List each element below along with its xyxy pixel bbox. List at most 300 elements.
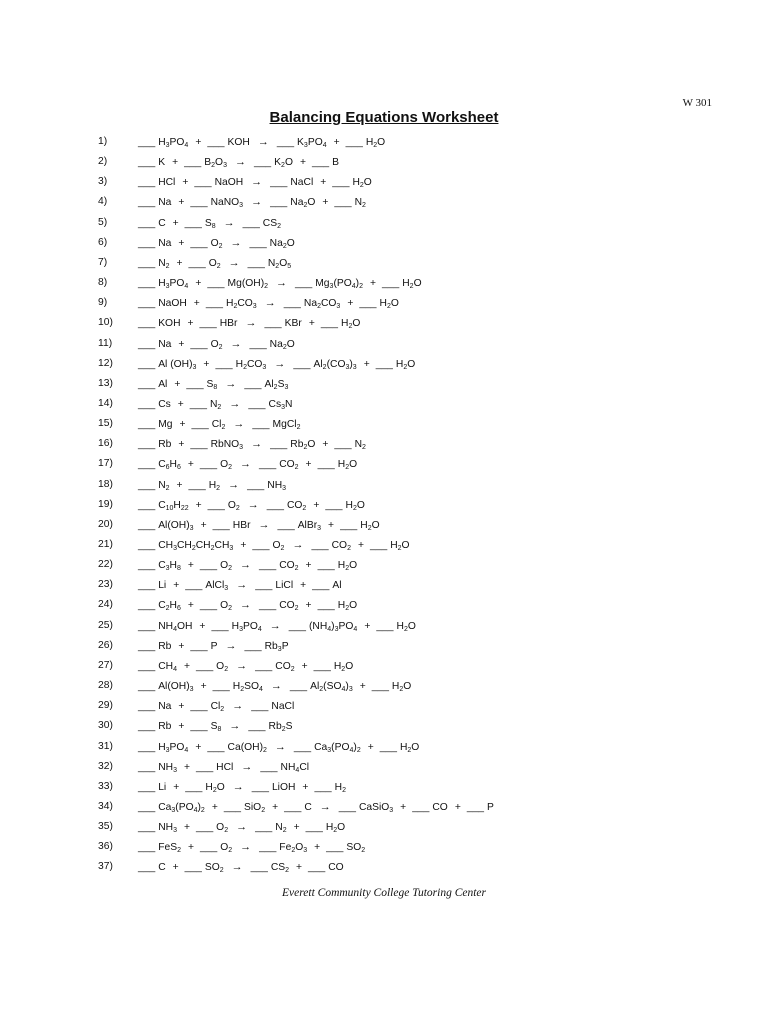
- coefficient-blank: ___: [334, 197, 352, 209]
- reaction-arrow-icon: →: [264, 297, 276, 310]
- chemical-formula: $Al_2(CO_3)_3$: [313, 358, 357, 371]
- plus-sign: +: [203, 358, 210, 370]
- coefficient-blank: ___: [185, 580, 203, 592]
- plus-sign: +: [199, 620, 206, 632]
- plus-sign: +: [302, 781, 309, 793]
- coefficient-blank: ___: [138, 822, 156, 834]
- plus-sign: +: [333, 137, 340, 148]
- plus-sign: +: [363, 358, 370, 370]
- equation-number: 11): [98, 337, 113, 349]
- chemical-formula: $Na_2O$: [290, 197, 316, 210]
- chemical-formula: $N_2$: [209, 398, 222, 411]
- chemical-formula: $H_2O$: [360, 519, 380, 532]
- coefficient-blank: ___: [190, 338, 208, 350]
- equation-number: 34): [98, 800, 113, 812]
- equation-number: 1): [98, 136, 108, 147]
- chemical-formula: FeS$_2$: [158, 842, 181, 855]
- reaction-arrow-icon: →: [232, 780, 244, 793]
- plus-sign: +: [195, 137, 202, 148]
- chemical-formula: NaOH: [158, 298, 187, 310]
- chemical-formula: $Na_2O$: [269, 237, 295, 250]
- plus-sign: +: [357, 540, 364, 551]
- coefficient-blank: ___: [190, 721, 208, 733]
- reaction-arrow-icon: →: [258, 518, 270, 531]
- chemical-formula: KOH: [227, 137, 250, 148]
- chemical-formula: $CO_2$: [286, 499, 307, 512]
- coefficient-blank: ___: [138, 660, 156, 672]
- chemical-formula: $Cs_3N$: [268, 398, 293, 411]
- coefficient-blank: ___: [248, 721, 266, 733]
- reaction-arrow-icon: →: [232, 700, 244, 713]
- coefficient-blank: ___: [184, 217, 202, 229]
- plus-sign: +: [200, 519, 207, 531]
- chemical-formula: LiCl: [275, 580, 294, 592]
- chemical-formula: CaSiO$_3$: [358, 801, 394, 814]
- coefficient-blank: ___: [259, 560, 277, 572]
- coefficient-blank: ___: [207, 137, 225, 148]
- coefficient-blank: ___: [138, 217, 156, 229]
- chemical-formula: HCl: [158, 177, 176, 189]
- coefficient-blank: ___: [249, 338, 267, 350]
- plus-sign: +: [172, 217, 179, 229]
- reaction-arrow-icon: →: [236, 659, 248, 672]
- chemical-formula: SiO$_2$: [244, 801, 266, 814]
- coefficient-blank: ___: [191, 419, 209, 431]
- coefficient-blank: ___: [313, 660, 331, 672]
- coefficient-blank: ___: [184, 157, 202, 169]
- chemical-formula: $NH_3$: [158, 822, 177, 835]
- coefficient-blank: ___: [138, 419, 156, 431]
- plus-sign: +: [178, 701, 185, 713]
- equation-number: 12): [98, 357, 113, 369]
- coefficient-blank: ___: [247, 479, 265, 491]
- coefficient-blank: ___: [266, 499, 284, 511]
- coefficient-blank: ___: [199, 600, 218, 612]
- equation-body: [138, 398, 299, 410]
- chemical-formula: $Cl_2$: [210, 701, 225, 714]
- plus-sign: +: [178, 721, 185, 733]
- chemical-formula: $SO_2$: [346, 842, 366, 855]
- equation-number: 33): [98, 780, 113, 792]
- chemical-formula: $S_8$: [210, 721, 222, 734]
- equation-number: 8): [98, 277, 108, 289]
- equation-body: [138, 297, 406, 309]
- equation-body: [138, 458, 364, 470]
- chemical-formula: $CO_2$: [275, 660, 295, 673]
- coefficient-blank: ___: [260, 761, 278, 773]
- coefficient-blank: ___: [138, 338, 156, 350]
- coefficient-blank: ___: [317, 560, 335, 572]
- chemical-formula: LiOH: [271, 781, 296, 793]
- coefficient-blank: ___: [189, 398, 207, 410]
- coefficient-blank: ___: [138, 761, 156, 773]
- chemical-formula: $O_2$: [220, 842, 233, 855]
- equation-body: [138, 660, 360, 672]
- reaction-arrow-icon: →: [229, 397, 241, 410]
- plus-sign: +: [322, 197, 329, 209]
- chemical-formula: Rb: [158, 640, 172, 652]
- coefficient-blank: ___: [138, 801, 156, 813]
- plus-sign: +: [322, 439, 329, 451]
- coefficient-blank: ___: [284, 801, 302, 813]
- coefficient-blank: ___: [251, 701, 269, 713]
- chemical-formula: $H_2O$: [396, 620, 416, 633]
- coefficient-blank: ___: [207, 741, 225, 753]
- coefficient-blank: ___: [138, 358, 156, 370]
- equation-body: [138, 499, 372, 511]
- chemical-formula: MgCl$_2$: [272, 419, 301, 432]
- plus-sign: +: [187, 842, 194, 854]
- coefficient-blank: ___: [325, 499, 343, 511]
- chemical-formula: $H_2O$: [205, 781, 225, 794]
- coefficient-blank: ___: [212, 519, 230, 531]
- coefficient-blank: ___: [244, 378, 262, 390]
- chemical-formula: $S_8$: [204, 217, 216, 230]
- equation-number: 21): [98, 539, 113, 550]
- chemical-formula: $S_8$: [206, 378, 218, 391]
- equation-body: [138, 781, 353, 793]
- plus-sign: +: [195, 278, 202, 290]
- chemical-formula: $CS_2$: [262, 217, 282, 230]
- equation-body: [138, 378, 295, 390]
- coefficient-blank: ___: [185, 781, 203, 793]
- equation-number: 14): [98, 397, 113, 409]
- equation-number: 24): [98, 599, 113, 611]
- equation-number: 17): [98, 458, 113, 470]
- chemical-formula: $Al(OH)_3$: [158, 681, 194, 694]
- chemical-formula: $H_2O$: [337, 560, 358, 573]
- chemical-formula: Al: [332, 580, 342, 592]
- coefficient-blank: ___: [326, 842, 344, 854]
- chemical-formula: C: [304, 801, 312, 813]
- coefficient-blank: ___: [138, 620, 156, 632]
- reaction-arrow-icon: →: [274, 740, 286, 753]
- equation-body: [138, 741, 426, 753]
- chemical-formula: $C_6H_6$: [158, 459, 181, 472]
- coefficient-blank: ___: [188, 479, 206, 491]
- reaction-arrow-icon: →: [247, 498, 259, 511]
- chemical-formula: $N_2$: [158, 257, 170, 270]
- equation-body: [138, 801, 501, 813]
- coefficient-blank: ___: [332, 177, 350, 189]
- coefficient-blank: ___: [138, 701, 156, 713]
- reaction-arrow-icon: →: [228, 256, 240, 269]
- chemical-formula: $H_2O$: [391, 681, 412, 694]
- equation-number: 37): [98, 861, 113, 873]
- plus-sign: +: [187, 318, 194, 330]
- equation-body: [138, 358, 422, 370]
- chemical-formula: $N_2O_5$: [267, 257, 292, 270]
- plus-sign: +: [211, 801, 218, 813]
- worksheet-code: W 301: [682, 97, 712, 109]
- plus-sign: +: [178, 237, 185, 249]
- equation-number: 7): [98, 256, 108, 268]
- coefficient-blank: ___: [207, 499, 225, 511]
- chemical-formula: $NH_4Cl$: [280, 761, 310, 774]
- coefficient-blank: ___: [375, 358, 393, 370]
- chemical-formula: $H_2O$: [341, 318, 361, 331]
- reaction-arrow-icon: →: [251, 176, 263, 189]
- equation-body: [138, 539, 417, 551]
- coefficient-blank: ___: [359, 298, 377, 310]
- chemical-formula: KOH: [158, 318, 181, 330]
- plus-sign: +: [195, 741, 202, 753]
- coefficient-blank: ___: [223, 801, 242, 813]
- coefficient-blank: ___: [138, 257, 156, 269]
- chemical-formula: $O_2$: [208, 257, 221, 270]
- coefficient-blank: ___: [311, 540, 329, 551]
- coefficient-blank: ___: [293, 358, 311, 370]
- equation-number: 19): [98, 498, 113, 510]
- coefficient-blank: ___: [138, 600, 156, 612]
- plus-sign: +: [293, 822, 300, 834]
- plus-sign: +: [305, 459, 312, 471]
- plus-sign: +: [183, 660, 190, 672]
- reaction-arrow-icon: →: [236, 579, 248, 592]
- coefficient-blank: ___: [250, 862, 268, 874]
- equation-number: 6): [98, 236, 108, 248]
- coefficient-blank: ___: [195, 660, 214, 672]
- plus-sign: +: [240, 540, 247, 551]
- chemical-formula: $Cl_2$: [211, 419, 226, 432]
- chemical-formula: $H_2O$: [333, 660, 354, 673]
- coefficient-blank: ___: [199, 459, 218, 471]
- coefficient-blank: ___: [207, 278, 225, 290]
- equation-number: 3): [98, 176, 108, 188]
- chemical-formula: $O_2$: [227, 499, 240, 512]
- equation-number: 36): [98, 841, 113, 853]
- coefficient-blank: ___: [255, 580, 273, 592]
- equation-body: [138, 217, 288, 229]
- coefficient-blank: ___: [259, 459, 277, 471]
- coefficient-blank: ___: [251, 781, 269, 793]
- equation-number: 13): [98, 377, 113, 389]
- coefficient-blank: ___: [270, 177, 288, 189]
- chemical-formula: $B_2O_3$: [204, 157, 227, 170]
- equation-number: 22): [98, 559, 113, 571]
- chemical-formula: $Al(OH)_3$: [158, 519, 194, 532]
- equation-body: [138, 720, 299, 732]
- chemical-formula: $Rb_2O$: [290, 439, 316, 452]
- equation-number: 27): [98, 659, 113, 671]
- chemical-formula: AlBr$_3$: [297, 519, 322, 532]
- chemical-formula: HBr: [219, 318, 238, 330]
- coefficient-blank: ___: [138, 842, 156, 854]
- plus-sign: +: [328, 519, 335, 531]
- reaction-arrow-icon: →: [225, 377, 237, 390]
- reaction-arrow-icon: →: [236, 821, 248, 834]
- chemical-formula: NaCl: [271, 701, 295, 713]
- plus-sign: +: [176, 257, 183, 269]
- coefficient-blank: ___: [190, 197, 208, 209]
- chemical-formula: $Al_2(SO_4)_3$: [310, 681, 353, 694]
- coefficient-blank: ___: [186, 378, 204, 390]
- equation-body: [138, 418, 307, 430]
- coefficient-blank: ___: [200, 842, 218, 854]
- chemical-formula: P: [487, 801, 494, 813]
- coefficient-blank: ___: [212, 681, 230, 693]
- reaction-arrow-icon: →: [292, 539, 304, 551]
- reaction-arrow-icon: →: [251, 438, 263, 451]
- coefficient-blank: ___: [190, 439, 208, 451]
- coefficient-blank: ___: [138, 519, 156, 531]
- chemical-formula: $CO_2$: [279, 600, 299, 613]
- chemical-formula: Al $(OH)_3$: [158, 358, 197, 371]
- chemical-formula: $C_3H_8$: [158, 560, 181, 573]
- equation-body: [138, 861, 351, 873]
- equation-body: [138, 277, 429, 289]
- coefficient-blank: ___: [190, 640, 208, 652]
- chemical-formula: $H_2O$: [365, 137, 386, 149]
- equation-body: [138, 338, 302, 350]
- coefficient-blank: ___: [138, 640, 156, 652]
- equation-number: 16): [98, 438, 113, 450]
- coefficient-blank: ___: [340, 519, 358, 531]
- chemical-formula: $CO_2$: [331, 540, 351, 552]
- chemical-formula: AlCl$_3$: [205, 580, 229, 593]
- equation-number: 4): [98, 196, 108, 208]
- reaction-arrow-icon: →: [230, 337, 242, 350]
- coefficient-blank: ___: [312, 580, 330, 592]
- coefficient-blank: ___: [138, 479, 156, 491]
- coefficient-blank: ___: [293, 741, 312, 753]
- coefficient-blank: ___: [255, 822, 273, 834]
- coefficient-blank: ___: [205, 298, 223, 310]
- chemical-formula: $H_2O$: [352, 177, 372, 190]
- plus-sign: +: [359, 681, 366, 693]
- reaction-arrow-icon: →: [240, 559, 251, 572]
- coefficient-blank: ___: [253, 157, 272, 169]
- plus-sign: +: [400, 801, 407, 813]
- chemical-formula: $O_2$: [220, 560, 232, 573]
- reaction-arrow-icon: →: [240, 841, 252, 854]
- coefficient-blank: ___: [277, 519, 295, 531]
- chemical-formula: $K_3PO_4$: [297, 137, 327, 149]
- coefficient-blank: ___: [255, 660, 273, 672]
- coefficient-blank: ___: [338, 801, 356, 813]
- coefficient-blank: ___: [215, 358, 233, 370]
- equation-body: [138, 136, 392, 148]
- reaction-arrow-icon: →: [229, 720, 241, 733]
- coefficient-blank: ___: [195, 822, 214, 834]
- coefficient-blank: ___: [138, 177, 156, 189]
- plus-sign: +: [174, 378, 181, 390]
- equation-number: 25): [98, 619, 113, 631]
- coefficient-blank: ___: [317, 600, 335, 612]
- reaction-arrow-icon: →: [233, 418, 245, 431]
- chemical-formula: $O_2$: [220, 459, 232, 472]
- coefficient-blank: ___: [242, 217, 260, 229]
- chemical-formula: $H_2O$: [402, 278, 422, 291]
- plus-sign: +: [187, 459, 194, 471]
- plus-sign: +: [178, 338, 185, 350]
- chemical-formula: Li: [158, 580, 167, 592]
- chemical-formula: Rb: [158, 721, 172, 733]
- plus-sign: +: [172, 862, 179, 874]
- reaction-arrow-icon: →: [225, 639, 237, 652]
- coefficient-blank: ___: [195, 761, 214, 773]
- chemical-formula: $Ca_3(PO_4)_2$: [314, 741, 361, 754]
- coefficient-blank: ___: [295, 278, 313, 290]
- equation-body: [138, 196, 373, 208]
- chemical-formula: C: [158, 862, 166, 874]
- coefficient-blank: ___: [376, 620, 394, 632]
- coefficient-blank: ___: [311, 157, 330, 169]
- coefficient-blank: ___: [138, 237, 156, 249]
- coefficient-blank: ___: [138, 721, 156, 733]
- equation-number: 28): [98, 680, 113, 692]
- chemical-formula: CO: [432, 801, 448, 813]
- coefficient-blank: ___: [138, 298, 156, 310]
- plus-sign: +: [347, 298, 354, 310]
- plus-sign: +: [195, 499, 202, 511]
- equation-number: 30): [98, 720, 113, 732]
- equation-number: 5): [98, 216, 108, 228]
- plus-sign: +: [272, 801, 279, 813]
- chemical-formula: NaNO$_3$: [210, 197, 244, 210]
- equation-body: [138, 257, 298, 269]
- coefficient-blank: ___: [289, 681, 308, 693]
- chemical-formula: $Mg_3(PO_4)_2$: [315, 278, 364, 291]
- plus-sign: +: [183, 761, 190, 773]
- chemical-formula: $H_2O$: [379, 298, 399, 311]
- chemical-formula: $Al_2S_3$: [264, 378, 289, 391]
- chemical-formula: P: [210, 640, 218, 652]
- chemical-formula: $O_2$: [216, 822, 229, 835]
- plus-sign: +: [187, 600, 194, 612]
- equation-body: [138, 680, 418, 692]
- chemical-formula: Na: [158, 197, 172, 209]
- coefficient-blank: ___: [138, 540, 156, 551]
- equation-number: 15): [98, 418, 113, 430]
- plus-sign: +: [176, 479, 183, 491]
- chemical-formula: CO: [328, 862, 344, 874]
- coefficient-blank: ___: [138, 459, 156, 471]
- plus-sign: +: [305, 600, 312, 612]
- coefficient-blank: ___: [276, 137, 295, 148]
- coefficient-blank: ___: [211, 620, 229, 632]
- footer-text: Everett Community College Tutoring Center: [282, 887, 486, 899]
- equation-number: 29): [98, 700, 113, 712]
- chemical-formula: $H_2O$: [337, 600, 358, 613]
- chemical-formula: $CO_2$: [279, 459, 299, 472]
- chemical-formula: $Na_2O$: [269, 338, 295, 351]
- plus-sign: +: [367, 741, 374, 753]
- coefficient-blank: ___: [249, 237, 267, 249]
- chemical-formula: $Rb_2S$: [268, 721, 293, 734]
- chemical-formula: $H_2O$: [395, 358, 416, 371]
- coefficient-blank: ___: [334, 439, 352, 451]
- coefficient-blank: ___: [283, 298, 301, 310]
- chemical-formula: $O_2$: [210, 338, 223, 351]
- coefficient-blank: ___: [317, 459, 335, 471]
- chemical-formula: $Rb_3P$: [264, 640, 289, 653]
- coefficient-blank: ___: [184, 862, 202, 874]
- plus-sign: +: [178, 640, 185, 652]
- coefficient-blank: ___: [248, 398, 266, 410]
- chemical-formula: $H_3PO_4$: [231, 620, 262, 633]
- coefficient-blank: ___: [371, 681, 389, 693]
- equation-number: 9): [98, 297, 108, 309]
- coefficient-blank: ___: [138, 781, 156, 793]
- reaction-arrow-icon: →: [230, 236, 242, 249]
- chemical-formula: $H_2O$: [325, 822, 346, 835]
- chemical-formula: $C_{10}H_{22}$: [158, 499, 189, 512]
- coefficient-blank: ___: [382, 278, 400, 290]
- chemical-formula: Rb: [158, 439, 172, 451]
- reaction-arrow-icon: →: [274, 357, 286, 370]
- plus-sign: +: [172, 157, 179, 169]
